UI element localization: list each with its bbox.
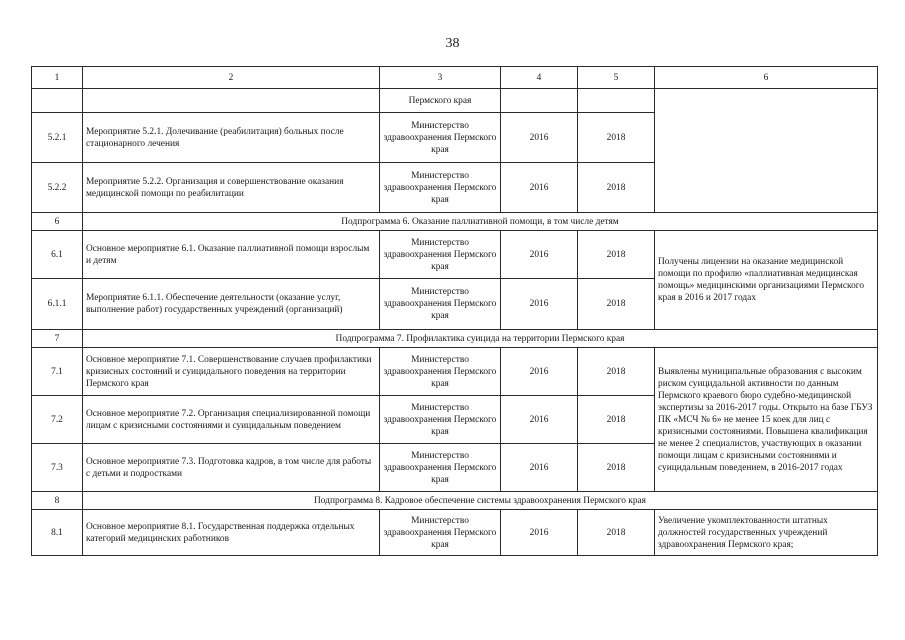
name-cell: Основное мероприятие 7.2. Организация специализированной помощи лицам с кризисными состояниями и суицидальным поведением xyxy=(83,396,380,444)
header-cell: 4 xyxy=(501,67,578,89)
org-cell: Министерство здравоохранения Пермского края xyxy=(380,113,501,163)
section-title: Подпрограмма 8. Кадровое обеспечение системы здравоохранения Пермского края xyxy=(83,492,878,510)
header-cell: 6 xyxy=(655,67,878,89)
org-cell: Министерство здравоохранения Пермского края xyxy=(380,163,501,213)
section-title: Подпрограмма 7. Профилактика суицида на территории Пермского края xyxy=(83,330,878,348)
org-cell: Министерство здравоохранения Пермского края xyxy=(380,231,501,279)
section-row xyxy=(32,213,878,231)
name-cell: Основное мероприятие 7.3. Подготовка кадров, в том числе для работы с детьми и подростками xyxy=(83,444,380,492)
org-cell: Министерство здравоохранения Пермского края xyxy=(380,444,501,492)
org-cell: Министерство здравоохранения Пермского края xyxy=(380,396,501,444)
org-cell: Министерство здравоохранения Пермского края xyxy=(380,348,501,396)
name-cell: Мероприятие 5.2.2. Организация и совершенствование оказания медицинской помощи по реабилитации xyxy=(83,163,380,213)
end-cell: 2018 xyxy=(578,510,655,556)
section-num: 8 xyxy=(32,492,83,510)
section-row xyxy=(32,492,878,510)
num-cell: 5.2.2 xyxy=(32,163,83,213)
page-number: 38 xyxy=(445,36,460,51)
end-cell: 2018 xyxy=(578,444,655,492)
num-cell: 6.1.1 xyxy=(32,279,83,330)
result-cell: Увеличение укомплектованности штатных должностей государственных учреждений здравоохранения Пермского края; xyxy=(655,510,878,556)
start-cell: 2016 xyxy=(501,348,578,396)
table-row xyxy=(32,231,878,279)
start-cell: 2016 xyxy=(501,444,578,492)
end-cell: 2018 xyxy=(578,396,655,444)
result-cell xyxy=(655,89,878,213)
num-cell: 6.1 xyxy=(32,231,83,279)
name-cell: Основное мероприятие 6.1. Оказание паллиативной помощи взрослым и детям xyxy=(83,231,380,279)
num-cell: 7.1 xyxy=(32,348,83,396)
start-cell: 2016 xyxy=(501,279,578,330)
name-cell: Основное мероприятие 8.1. Государственная поддержка отдельных категорий медицинских работников xyxy=(83,510,380,556)
program-table xyxy=(31,66,878,556)
num-cell: 5.2.1 xyxy=(32,113,83,163)
end-cell xyxy=(578,89,655,113)
name-cell: Мероприятие 5.2.1. Долечивание (реабилитация) больных после стационарного лечения xyxy=(83,113,380,163)
header-cell: 2 xyxy=(83,67,380,89)
section-title: Подпрограмма 6. Оказание паллиативной помощи, в том числе детям xyxy=(83,213,878,231)
result-cell: Выявлены муниципальные образования с высоким риском суицидальной активности по данным Пермского краевого бюро судебно-медицинской экспертизы за 2016-2017 годы. Открыто на базе ГБУЗ ПК «МСЧ № 6» не менее 15 коек для лиц с кризисными состояниями. Повышена квалификация не менее 2 специалистов, участвующих в оказании помощи лицам с кризисными состояниями и суицидальным поведением, в 2016-2017 годах xyxy=(655,348,878,492)
start-cell xyxy=(501,89,578,113)
org-cell: Министерство здравоохранения Пермского края xyxy=(380,510,501,556)
num-cell: 7.2 xyxy=(32,396,83,444)
org-cell: Пермского края xyxy=(380,89,501,113)
end-cell: 2018 xyxy=(578,113,655,163)
name-cell: Мероприятие 6.1.1. Обеспечение деятельности (оказание услуг, выполнение работ) государственных учреждений (организаций) xyxy=(83,279,380,330)
start-cell: 2016 xyxy=(501,231,578,279)
num-cell xyxy=(32,89,83,113)
table-row xyxy=(32,89,878,113)
table-row xyxy=(32,510,878,556)
section-num: 7 xyxy=(32,330,83,348)
section-num: 6 xyxy=(32,213,83,231)
end-cell: 2018 xyxy=(578,231,655,279)
start-cell: 2016 xyxy=(501,163,578,213)
table-row xyxy=(32,348,878,396)
end-cell: 2018 xyxy=(578,279,655,330)
start-cell: 2016 xyxy=(501,396,578,444)
start-cell: 2016 xyxy=(501,113,578,163)
header-cell: 1 xyxy=(32,67,83,89)
end-cell: 2018 xyxy=(578,163,655,213)
result-cell: Получены лицензии на оказание медицинской помощи по профилю «паллиативная медицинская помощь» медицинскими организациями Пермского края в 2016 и 2017 годах xyxy=(655,231,878,330)
header-cell: 3 xyxy=(380,67,501,89)
section-row xyxy=(32,330,878,348)
org-cell: Министерство здравоохранения Пермского края xyxy=(380,279,501,330)
num-cell: 8.1 xyxy=(32,510,83,556)
num-cell: 7.3 xyxy=(32,444,83,492)
name-cell: Основное мероприятие 7.1. Совершенствование случаев профилактики кризисных состояний и суицидального поведения на территории Пермского края xyxy=(83,348,380,396)
name-cell xyxy=(83,89,380,113)
start-cell: 2016 xyxy=(501,510,578,556)
header-row xyxy=(32,67,878,89)
end-cell: 2018 xyxy=(578,348,655,396)
header-cell: 5 xyxy=(578,67,655,89)
